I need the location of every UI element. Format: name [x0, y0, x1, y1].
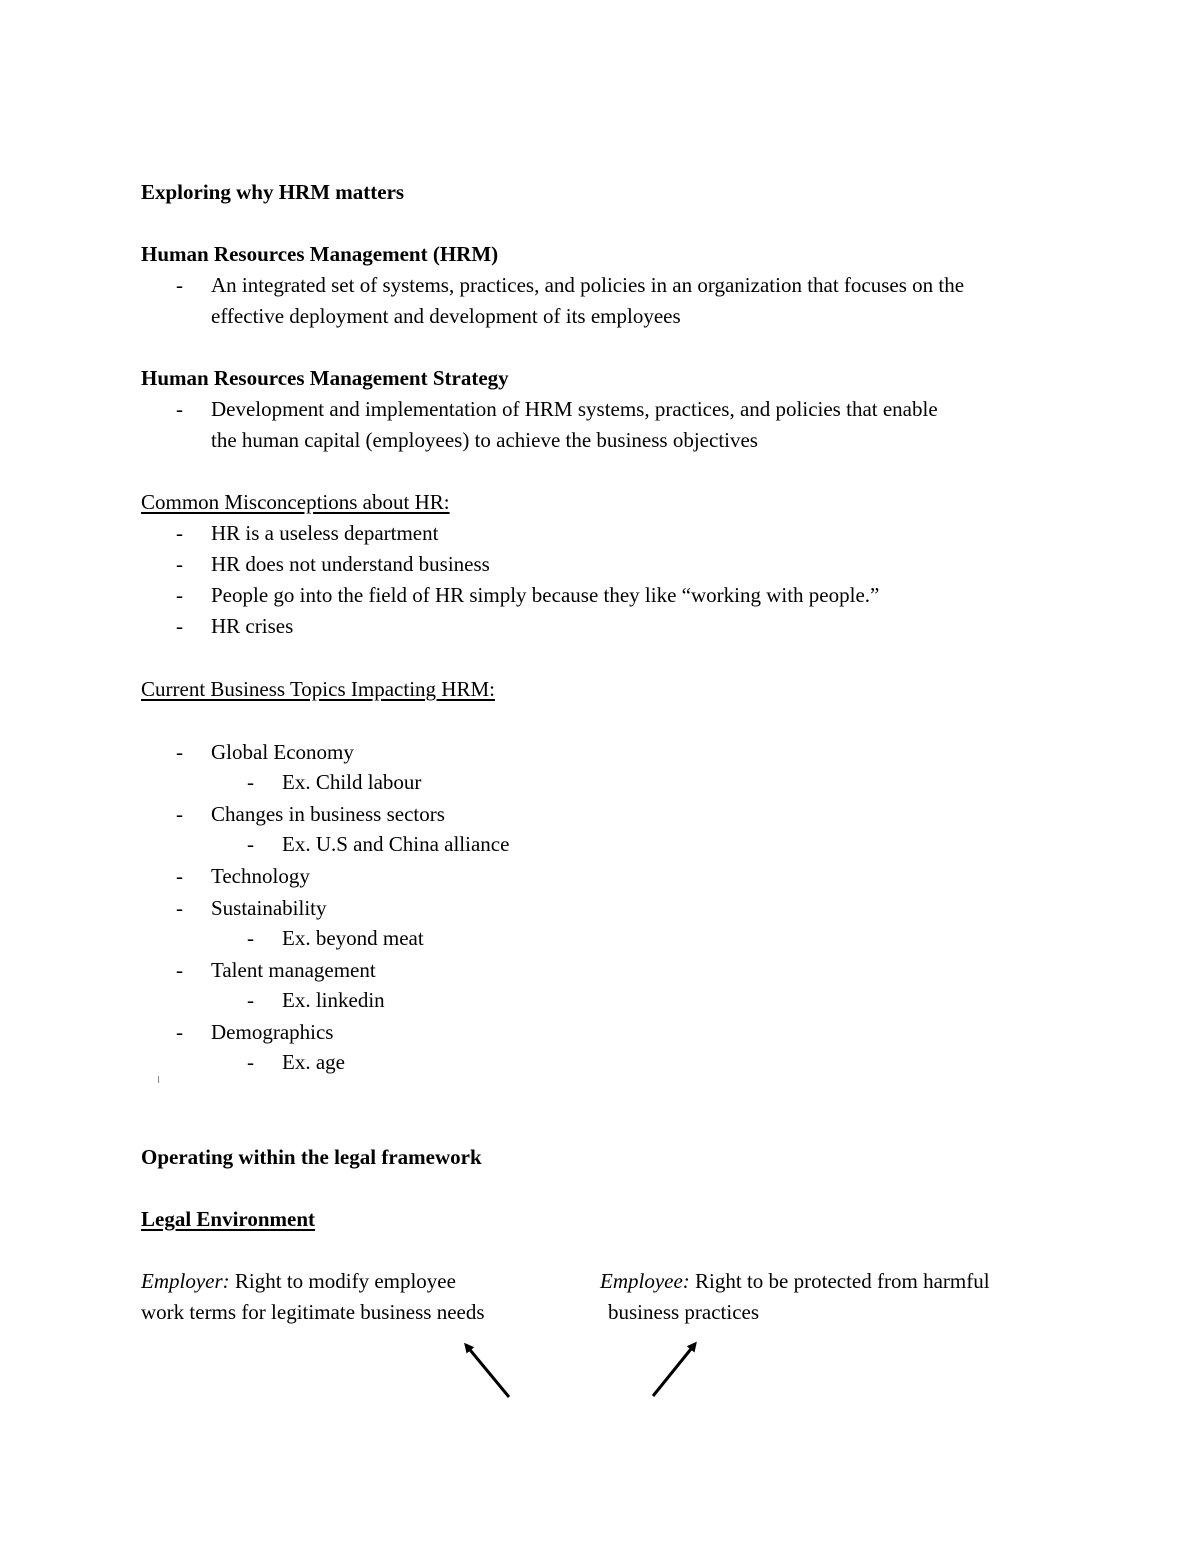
- section-title-legal-framework: Operating within the legal framework: [141, 1145, 482, 1169]
- sub-bullet-dash: -: [247, 926, 254, 950]
- sub-bullet-dash: -: [247, 1050, 254, 1074]
- bullet-dash: -: [176, 740, 183, 764]
- misconception-item: People go into the field of HR simply because they like “working with people.”: [211, 583, 880, 607]
- bullet-dash: -: [176, 802, 183, 826]
- bullet-dash: -: [176, 273, 183, 297]
- topic-example: Ex. linkedin: [282, 988, 385, 1012]
- topic-example: Ex. age: [282, 1050, 345, 1074]
- topic-item: Demographics: [211, 1020, 334, 1044]
- bullet-dash: -: [176, 864, 183, 888]
- sub-bullet-dash: -: [247, 770, 254, 794]
- section-title-hrm-matters: Exploring why HRM matters: [141, 180, 405, 204]
- topic-item: Sustainability: [211, 896, 327, 920]
- employee-label: Employee:: [600, 1269, 690, 1293]
- topic-item: Talent management: [211, 958, 376, 982]
- hrm-definition-line1: An integrated set of systems, practices, and policies in an organization that focuses on the: [211, 273, 965, 297]
- employer-text: Right to modify employee: [229, 1269, 456, 1293]
- misconception-item: HR crises: [211, 614, 294, 638]
- bullet-dash: -: [176, 1020, 183, 1044]
- topic-example: Ex. Child labour: [282, 770, 422, 794]
- strategy-definition-line2: the human capital (employees) to achieve the business objectives: [211, 428, 758, 452]
- employer-label: Employer:: [141, 1269, 230, 1293]
- bullet-dash: -: [176, 614, 183, 638]
- legal-environment-heading: Legal Environment: [141, 1207, 316, 1231]
- employee-right-line2: business practices: [608, 1300, 760, 1324]
- bullet-dash: -: [176, 583, 183, 607]
- topic-item: Global Economy: [211, 740, 354, 764]
- hrm-heading: Human Resources Management (HRM): [141, 242, 499, 266]
- strategy-definition-line1: Development and implementation of HRM systems, practices, and policies that enable: [211, 397, 938, 421]
- topic-item: Changes in business sectors: [211, 802, 445, 826]
- bullet-dash: -: [176, 521, 183, 545]
- topic-item: Technology: [211, 864, 310, 888]
- bullet-dash: -: [176, 896, 183, 920]
- topic-example: Ex. beyond meat: [282, 926, 424, 950]
- sub-bullet-dash: -: [247, 988, 254, 1012]
- topics-heading: Current Business Topics Impacting HRM:: [141, 677, 495, 701]
- hrm-definition-line2: effective deployment and development of its employees: [211, 304, 681, 328]
- topic-example: Ex. U.S and China alliance: [282, 832, 510, 856]
- misconceptions-heading: Common Misconceptions about HR:: [141, 490, 450, 514]
- arrow-to-employee: [653, 1344, 695, 1396]
- sub-bullet-dash: -: [247, 832, 254, 856]
- bullet-dash: -: [176, 958, 183, 982]
- strategy-heading: Human Resources Management Strategy: [141, 366, 509, 390]
- bullet-dash: -: [176, 397, 183, 421]
- employee-text: Right to be protected from harmful: [689, 1269, 990, 1293]
- misconception-item: HR is a useless department: [211, 521, 439, 545]
- bullet-dash: -: [176, 552, 183, 576]
- employer-right-line2: work terms for legitimate business needs: [141, 1300, 485, 1324]
- misconception-item: HR does not understand business: [211, 552, 490, 576]
- arrow-to-employer: [466, 1345, 509, 1397]
